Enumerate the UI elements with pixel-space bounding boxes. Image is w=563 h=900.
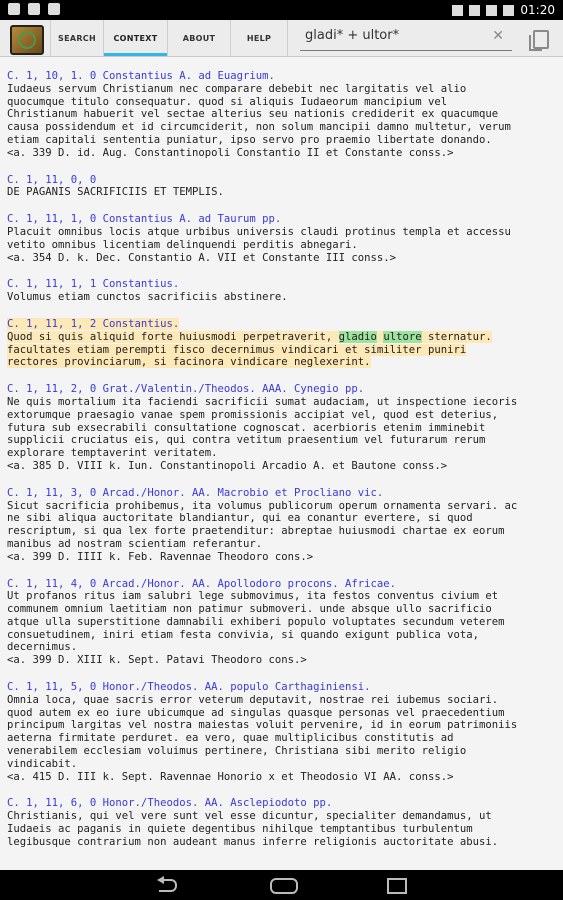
clear-icon[interactable]: ✕ — [492, 28, 504, 44]
notification-photo-icon — [28, 3, 40, 15]
app-logo-icon[interactable] — [10, 25, 44, 55]
entry-text: <a. 399 D. XIII k. Sept. Patavi Theodoro cons.> — [7, 654, 307, 667]
entry-text: Placuit omnibus locis atque urbibus universis claudi protinus templa et accessu — [7, 225, 511, 238]
entry-text: rescriptum, si qua lex forte praetenditur: abreptae huiusmodi chartae ex eorum — [7, 525, 505, 538]
entry-text: Ut profanos ritus iam salubri lege submovimus, ita festos conventus civium et — [7, 590, 499, 603]
entry-reference[interactable]: C. 1, 11, 5, 0 Honor./Theodos. AA. populo Carthaginiensi. — [7, 681, 371, 694]
highlighted-text — [7, 331, 492, 343]
entry-reference[interactable]: C. 1, 11, 2, 0 Grat./Valentin./Theodos. AAA. Cynegio pp. — [7, 383, 365, 396]
entry-text: consuetudinem, iniri etiam festa convivia, si quando exigunt publica vota, — [7, 628, 479, 641]
entry-text: quod autem ex eo iure ubicumque ad singulas quasque personas vel praecedentium — [7, 706, 505, 719]
list-item[interactable] — [7, 70, 563, 160]
entry-reference[interactable]: C. 1, 10, 1. 0 Constantius A. ad Euagrium. — [7, 70, 275, 82]
wifi-icon — [486, 5, 497, 16]
entry-text: vindicabit. — [7, 757, 78, 770]
entry-text: <a. 385 D. VIII k. Iun. Constantinopoli Arcadio A. et Bautone conss.> — [7, 459, 448, 472]
action-bar — [0, 20, 563, 57]
navigation-bar — [0, 870, 563, 900]
entry-text: decernimus. — [7, 641, 78, 654]
tab-search[interactable]: SEARCH — [50, 20, 103, 56]
entry-text: manibus ad nostram scientiam referantur. — [7, 537, 263, 550]
search-hit: gladio — [338, 330, 377, 343]
entry-text: vetito omnibus licentiam delinquendi perditis abnegari. — [7, 238, 358, 251]
entry-reference[interactable]: C. 1, 11, 4, 0 Arcad./Honor. AA. Apollodoro procons. Africae. — [7, 577, 397, 590]
bluetooth-icon — [452, 5, 463, 16]
search-input[interactable] — [305, 28, 475, 43]
copy-icon[interactable] — [533, 30, 549, 49]
list-item[interactable] — [7, 213, 563, 264]
entry-text: extorumque praesagio vanae spem promissionis accipiat vel, quod est deterius, — [7, 408, 499, 421]
tab-about[interactable]: ABOUT — [167, 20, 230, 56]
entry-text: Ne quis mortalium ita faciendi sacrificii sumat audaciam, ut inspectione iecoris — [7, 395, 518, 408]
recents-icon[interactable] — [387, 878, 407, 894]
entry-text: principum largitas vel nostra maiestas voluit pervenire, id in eorum patrimoniis — [7, 719, 518, 732]
notification-shield-icon — [48, 3, 60, 15]
entry-text: <a. 415 D. III k. Sept. Ravennae Honorio x et Theodosio VI AA. conss.> — [7, 770, 454, 783]
list-item[interactable] — [7, 174, 563, 200]
search-hit: ultore — [383, 330, 422, 343]
list-item[interactable] — [7, 383, 563, 473]
notification-image-icon — [8, 3, 20, 15]
entry-text: venerabilem ecclesiam voluimus pertinere, Christiana sibi merito religio — [7, 745, 467, 758]
entry-text: causa possidendum et id circumciderit, non solum mancipii damno multetur, verum — [7, 121, 511, 134]
entry-text: supplicii cruciatus eis, qui contra vetitum praesentium vel futurarum rerum — [7, 434, 486, 447]
entry-text: Iudaeus servum Christianum nec comparare debebit nec largitatis vel alio — [7, 82, 467, 95]
entry-text: quocumque titulo consequatur. quod si aliquis Iudaeorum mancipium vel — [7, 95, 448, 108]
list-item[interactable] — [7, 278, 563, 304]
entry-text: futura sub exsecrabili consultatione cognoscat. acerbioris etenim imminebit — [7, 421, 486, 434]
battery-icon — [503, 5, 514, 16]
tab-context[interactable]: CONTEXT — [103, 20, 167, 56]
entry-reference[interactable]: C. 1, 11, 6, 0 Honor./Theodos. AA. Asclepiodoto pp. — [7, 797, 333, 810]
entry-text: <a. 354 D. k. Dec. Constantio A. VII et Constante III conss.> — [7, 251, 397, 264]
notification-icons — [8, 3, 60, 15]
home-icon[interactable] — [270, 878, 298, 894]
entry-text: facultates etiam perempti fisco decernimus vindicari et similiter puniri — [7, 343, 467, 356]
status-bar — [0, 0, 563, 20]
back-icon[interactable] — [157, 877, 179, 891]
list-item[interactable] — [7, 487, 563, 564]
entry-text: Christianis, qui vel vere sunt vel esse dicuntur, specialiter demandamus, ut — [7, 810, 492, 823]
list-item[interactable] — [7, 797, 563, 848]
entry-text: aeterna firmitate perduret. ea vero, quae multiplicibus constitutis ad — [7, 732, 454, 745]
entry-list — [0, 57, 563, 849]
list-item[interactable] — [7, 318, 563, 369]
entry-reference[interactable]: C. 1, 11, 1, 2 Constantius. — [7, 317, 180, 330]
entry-text: Iudaeis ac paganis in quiete degentibus nihilque temptantibus turbulentum — [7, 823, 473, 836]
vibrate-icon — [469, 5, 480, 16]
entry-text: Omnia loca, quae sacris error veterum deputavit, nostrae rei iubemus sociari. — [7, 693, 499, 706]
entry-reference[interactable]: C. 1, 11, 1, 1 Constantius. — [7, 278, 180, 291]
system-icons — [452, 3, 555, 17]
entry-text: ne sibi aliqua auctoritate blandiantur, qui ea conantur evertere, si quod — [7, 512, 473, 525]
results-content[interactable] — [0, 57, 563, 870]
entry-text: etiam capitali sententia puniatur, ipso servo pro praemio libertate donando. — [7, 133, 492, 146]
entry-text: rectores provinciarum, si facinora vindicare neglexerint. — [7, 356, 371, 369]
search-box — [300, 26, 512, 51]
list-item[interactable] — [7, 681, 563, 783]
list-item[interactable] — [7, 578, 563, 668]
entry-reference[interactable]: C. 1, 11, 1, 0 Constantius A. ad Taurum pp. — [7, 213, 282, 226]
entry-reference[interactable]: C. 1, 11, 3, 0 Arcad./Honor. AA. Macrobio et Procliano vic. — [7, 486, 384, 499]
entry-text: Volumus etiam cunctos sacrificiis abstinere. — [7, 291, 288, 304]
entry-text: communem omnium laetitiam non patimur submoveri. unde absque ullo sacrificio — [7, 603, 492, 616]
entry-reference[interactable]: C. 1, 11, 0, 0 — [7, 173, 97, 186]
entry-text: <a. 339 D. id. Aug. Constantinopoli Constantio II et Constante conss.> — [7, 146, 454, 159]
entry-text: explorare temptaverint veritatem. — [7, 447, 218, 460]
entry-text: Sicut sacrificia prohibemus, ita volumus publicorum operum ornamenta servari. ac — [7, 499, 518, 512]
entry-text: DE PAGANIS SACRIFICIIS ET TEMPLIS. — [7, 186, 224, 199]
entry-text: Christianum habuerit vel sectae alterius seu nationis crediderit ex quacumque — [7, 108, 499, 121]
entry-text: legibusque contrarium non audeant manus inferre religionis auctoritate abusi. — [7, 835, 499, 848]
entry-text: <a. 399 D. IIII k. Feb. Ravennae Theodoro cons.> — [7, 550, 314, 563]
entry-text: atque ulla superstitione damnabili exhiberi populo voluptates secundum veterem — [7, 615, 505, 628]
entry-text: sternatur. — [421, 330, 492, 343]
entry-text: Quod si quis aliquid forte huiusmodi perpetraverit, — [7, 330, 339, 343]
tab-help[interactable]: HELP — [230, 20, 288, 56]
clock: 01:20 — [520, 3, 555, 17]
